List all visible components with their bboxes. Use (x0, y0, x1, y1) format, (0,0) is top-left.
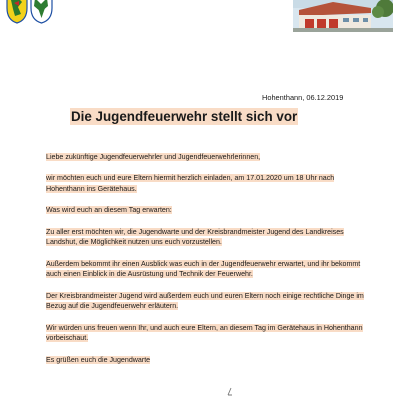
location-date: Hohenthann, 06.12.2019 (262, 93, 344, 102)
outlook-paragraph: Außerdem bekommt ihr einen Ausblick was euch in der Jugendfeuerwehr erwartet, und ihr bekommt auch einen Einblick in die Ausrüstung und Technik der Feuerwehr. (46, 259, 361, 279)
letter-body (46, 152, 366, 376)
salutation: Liebe zukünftige Jugendfeuerwehrler und Jugendfeuerwehrlerinnen, (46, 153, 261, 161)
invitation-paragraph: wir möchten euch und eure Eltern hiermit herzlich einladen, am 17.01.2020 um 18 Uhr nach Hohenthann ins Gerätehaus. (46, 174, 335, 193)
handwritten-mark-icon (226, 387, 234, 397)
coat-of-arms-icon (5, 0, 55, 24)
legal-paragraph: Der Kreisbrandmeister Jugend wird außerdem euch und euren Eltern noch einige rechtliche Dinge im Bezug auf die Jugendfeuerwehr erläutern. (46, 291, 364, 311)
closing-paragraph: Wir würden uns freuen wenn Ihr, und auch eure Eltern, an diesem Tag im Gerätehaus in Hohenthann vorbeischaut. (46, 323, 363, 343)
signature-line: Es grüßen euch die Jugendwarte (46, 355, 151, 364)
agenda-heading: Was wird euch an diesem Tag erwarten: (46, 206, 172, 215)
introduction-paragraph: Zu aller erst möchten wir, die Jugendwarte und der Kreisbrandmeister Jugend des Landkreises Landshut, die Möglichkeit nutzen uns euch vorzustellen. (46, 227, 344, 247)
fire-station-photo (293, 0, 393, 32)
page-title: Die Jugendfeuerwehr stellt sich vor (71, 109, 298, 124)
